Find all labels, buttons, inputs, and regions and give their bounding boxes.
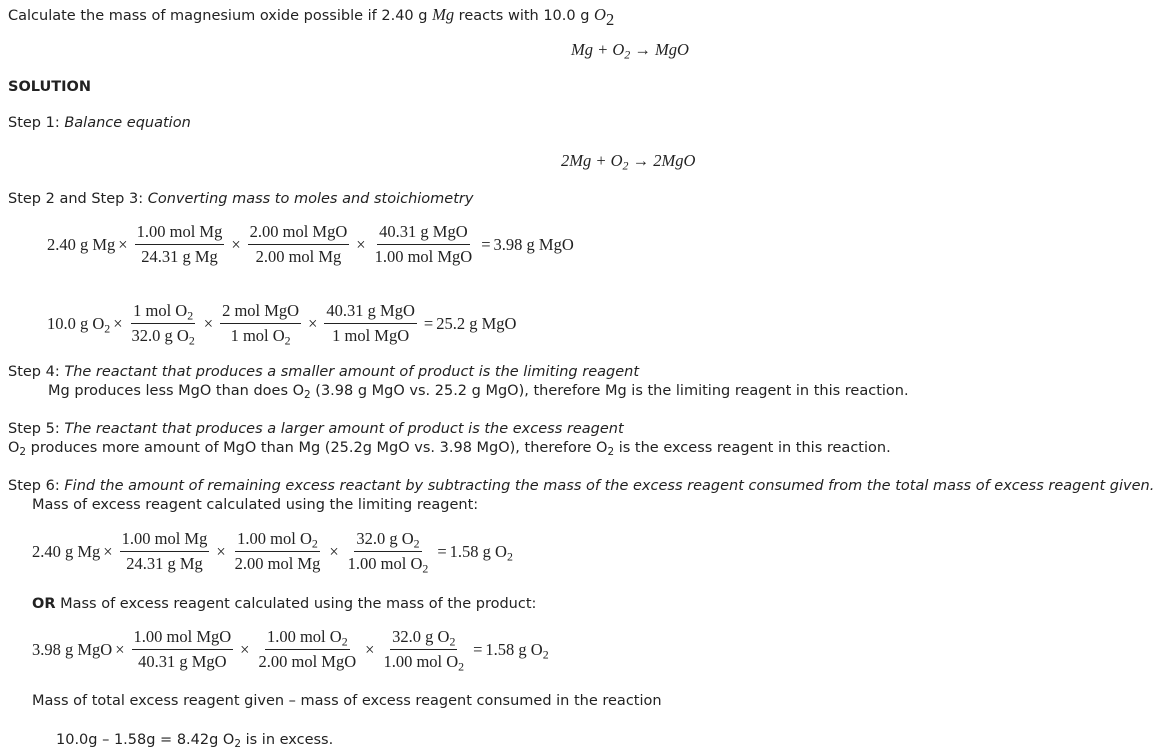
- unbalanced-equation: $Mg + O_2$ → MgO: [571, 40, 689, 62]
- fraction: $\frac{\text{1.00 mol Mg}}{\text{24.31 g Mg}}$: [121, 529, 208, 573]
- fraction: $\frac{\text{2 mol MgO}}{1 mol O_2}$: [222, 301, 300, 348]
- step23-heading: Step 2 and Step 3: Converting mass to moles and stoichiometry: [8, 191, 474, 207]
- problem-statement: Calculate the mass of magnesium oxide possible if 2.40 g Mg reacts with 10.0 g $O_2$: [8, 5, 615, 29]
- calc-o2-to-mgo: 10.0 g $O_2$ × $\frac{1 mol O_2}{32.0 g O_2}$ × $\frac{\text{2 mol MgO}}{1 mol O_2}$ × $\frac{\text{40.31 g MgO}}{\text{1 mol MgO}}$ = 25.2 g MgO: [47, 301, 517, 348]
- final-answer: 10.0g – 1.58g = 8.42g $O_2$ is in excess.: [56, 732, 334, 751]
- fraction: $\frac{1.00 mol O_2}{\text{2.00 mol MgO}}$: [258, 627, 357, 671]
- mg-symbol: Mg: [432, 5, 455, 24]
- step6-heading: Step 6: Find the amount of remaining excess reactant by subtracting the mass of the excess reagent consumed from the total mass of excess reagent given.: [8, 478, 1154, 494]
- fraction: $\frac{32.0 g O_2}{1.00 mol O_2}$: [383, 627, 465, 674]
- fraction: $\frac{\text{1.00 mol MgO}}{\text{40.31 g MgO}}$: [133, 627, 232, 671]
- fraction: $\frac{\text{40.31 g MgO}}{\text{1.00 mol MgO}}$: [374, 222, 473, 266]
- step4-heading: Step 4: The reactant that produces a smaller amount of product is the limiting reagent: [8, 364, 639, 380]
- calc-mg-to-mgo: 2.40 g Mg × $\frac{\text{1.00 mol Mg}}{\text{24.31 g Mg}}$ × $\frac{\text{2.00 mol MgO}}{\text{2.00 mol Mg}}$ × $\frac{\text{40.31 g MgO}}{\text{1.00 mol MgO}}$ = 3.98 g MgO: [47, 222, 574, 266]
- step6-total-line: Mass of total excess reagent given – mass of excess reagent consumed in the reaction: [32, 693, 662, 709]
- step6-or-line: OR Mass of excess reagent calculated using the mass of the product:: [32, 596, 537, 612]
- step1-heading: Step 1: Balance equation: [8, 115, 191, 131]
- fraction: $\frac{\text{2.00 mol MgO}}{\text{2.00 mol Mg}}$: [249, 222, 348, 266]
- balanced-equation: $2Mg + O_2 \to 2MgO$: [561, 151, 696, 173]
- step5-heading: Step 5: The reactant that produces a larger amount of product is the excess reagent: [8, 421, 624, 437]
- step6-limiting-line: Mass of excess reagent calculated using the limiting reagent:: [32, 497, 479, 513]
- solution-heading: SOLUTION: [8, 79, 92, 95]
- fraction: $\frac{1 mol O_2}{32.0 g O_2}$: [131, 301, 195, 348]
- fraction: $\frac{\text{40.31 g MgO}}{\text{1 mol MgO}}$: [326, 301, 415, 345]
- calc-excess-from-mg: 2.40 g Mg × $\frac{\text{1.00 mol Mg}}{\text{24.31 g Mg}}$ × $\frac{1.00 mol O_2}{\text{2.00 mol Mg}}$ × $\frac{32.0 g O_2}{1.00 mol O_2}$ = 1.58 g $O_2$: [32, 529, 513, 576]
- calc-excess-from-mgo: 3.98 g MgO × $\frac{\text{1.00 mol MgO}}{\text{40.31 g MgO}}$ × $\frac{1.00 mol O_2}{\text{2.00 mol MgO}}$ × $\frac{32.0 g O_2}{1.00 mol O_2}$ = 1.58 g $O_2$: [32, 627, 549, 674]
- step4-body: Mg produces less MgO than does $O_2$ (3.98 g MgO vs. 25.2 g MgO), therefore Mg is the limiting reagent in this reaction.: [48, 383, 909, 402]
- step5-body: $O_2$ produces more amount of MgO than Mg (25.2g MgO vs. 3.98 MgO), therefore $O_2$ is the excess reagent in this reaction.: [8, 440, 891, 459]
- fraction: $\frac{\text{1.00 mol Mg}}{\text{24.31 g Mg}}$: [136, 222, 223, 266]
- fraction: $\frac{32.0 g O_2}{1.00 mol O_2}$: [347, 529, 429, 576]
- fraction: $\frac{1.00 mol O_2}{\text{2.00 mol Mg}}$: [234, 529, 321, 573]
